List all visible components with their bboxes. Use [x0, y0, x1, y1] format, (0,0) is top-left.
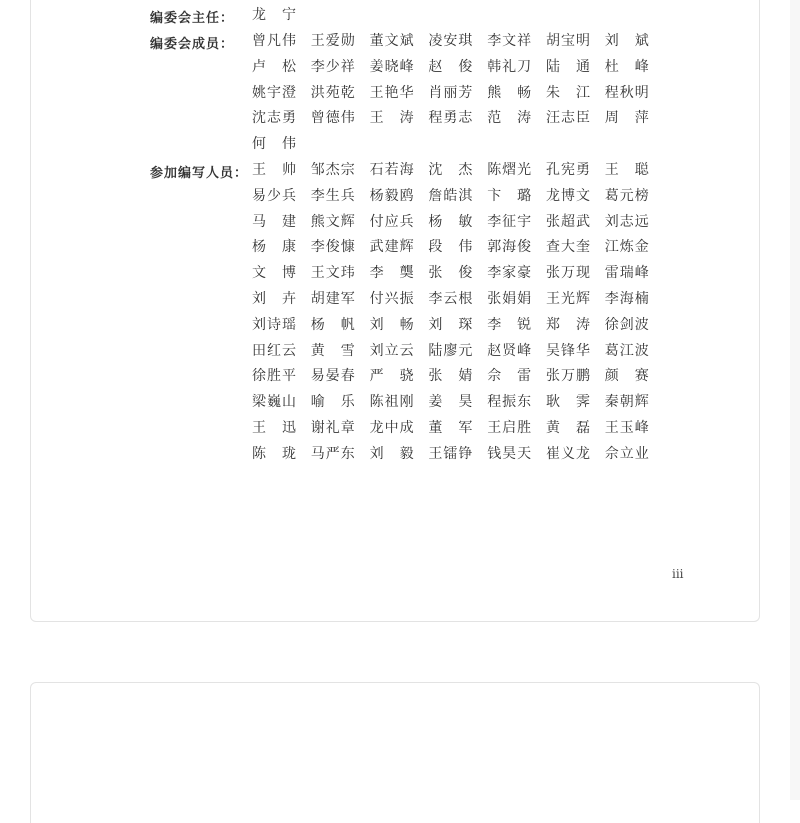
person-name: 李云根 — [428, 290, 473, 307]
person-name: 江炼金 — [604, 239, 649, 256]
person-name: 喻 乐 — [310, 394, 355, 411]
person-name: 李少祥 — [310, 58, 355, 75]
person-name: 熊文辉 — [310, 213, 355, 230]
person-name: 葛江波 — [604, 342, 649, 359]
person-name: 洪苑乾 — [310, 84, 355, 101]
person-name: 王 迅 — [252, 419, 296, 436]
person-name: 徐胜平 — [252, 368, 296, 385]
person-name: 李俊慷 — [310, 239, 355, 256]
person-name: 邹杰宗 — [310, 162, 355, 178]
person-name: 姜 昊 — [428, 394, 473, 411]
person-name: 龙 宁 — [252, 7, 296, 23]
person-name: 陈熠光 — [487, 162, 532, 178]
person-name: 陆廖元 — [428, 342, 473, 359]
person-name: 陈祖刚 — [369, 394, 414, 411]
person-name: 崔义龙 — [545, 445, 590, 462]
person-name: 易晏春 — [310, 368, 355, 385]
person-name: 文 博 — [252, 265, 296, 282]
person-name: 王艳华 — [369, 84, 414, 101]
person-name: 李生兵 — [310, 187, 355, 204]
document-page-next — [30, 682, 760, 823]
person-name: 胡宝明 — [545, 33, 590, 49]
writers-label: 参加编写人员： — [150, 166, 249, 181]
person-name: 李 龑 — [369, 265, 414, 282]
person-name: 梁巍山 — [252, 394, 296, 411]
members-names — [252, 29, 664, 158]
person-name: 查大奎 — [545, 239, 590, 256]
person-name: 王文玮 — [310, 265, 355, 282]
person-name: 范 涛 — [487, 110, 532, 127]
person-name: 颜 赛 — [604, 368, 649, 385]
director-label: 编委会主任： — [150, 11, 235, 26]
person-name: 张娟娟 — [487, 290, 532, 307]
person-name: 黄 雪 — [310, 342, 355, 359]
person-name: 雷瑞峰 — [604, 265, 649, 282]
person-name: 杨毅鸥 — [369, 187, 414, 204]
person-name: 付应兵 — [369, 213, 414, 230]
person-name: 龙博文 — [545, 187, 590, 204]
person-name: 程勇志 — [428, 110, 473, 127]
person-name: 刘 畅 — [369, 316, 414, 333]
person-name: 程振东 — [487, 394, 532, 411]
person-name: 吴锋华 — [545, 342, 590, 359]
person-name: 熊 畅 — [487, 84, 532, 101]
person-name: 胡建军 — [310, 290, 355, 307]
person-name: 陈 珑 — [252, 445, 296, 462]
person-name: 姚宇澄 — [252, 84, 296, 101]
person-name: 卢 松 — [252, 58, 296, 75]
person-name: 詹皓淇 — [428, 187, 473, 204]
person-name: 杨 康 — [252, 239, 296, 256]
person-name: 沈志勇 — [252, 110, 296, 127]
person-name: 付兴振 — [369, 290, 414, 307]
writers-names — [252, 158, 664, 468]
scrollbar-track[interactable] — [790, 0, 800, 800]
person-name: 耿 霁 — [545, 394, 590, 411]
person-name: 韩礼刀 — [487, 58, 532, 75]
person-name: 马 建 — [252, 213, 296, 230]
person-name: 曾德伟 — [310, 110, 355, 127]
person-name: 葛元榜 — [604, 187, 649, 204]
person-name: 黄 磊 — [545, 419, 590, 436]
person-name: 张万现 — [545, 265, 590, 282]
person-name: 段 伟 — [428, 239, 473, 256]
person-name: 周 萍 — [604, 110, 649, 127]
person-name: 赵 俊 — [428, 58, 473, 75]
person-name: 凌安琪 — [428, 33, 473, 49]
person-name: 刘 琛 — [428, 316, 473, 333]
person-name: 王镭铮 — [428, 445, 473, 462]
person-name: 谢礼章 — [310, 419, 355, 436]
person-name: 张超武 — [545, 213, 590, 230]
person-name: 严 骁 — [369, 368, 414, 385]
person-name: 刘立云 — [369, 342, 414, 359]
person-name: 李 锐 — [487, 316, 532, 333]
person-name: 董文斌 — [369, 33, 414, 49]
person-name: 陆 通 — [545, 58, 590, 75]
person-name: 何 伟 — [252, 136, 296, 153]
person-name: 刘 毅 — [369, 445, 414, 462]
person-name: 刘诗瑶 — [252, 316, 296, 333]
person-name: 肖丽芳 — [428, 84, 473, 101]
person-name: 曾凡伟 — [252, 33, 296, 49]
person-name: 卞 璐 — [487, 187, 532, 204]
person-name: 王爱勋 — [310, 33, 355, 49]
person-name: 董 军 — [428, 419, 473, 436]
person-name: 徐剑波 — [604, 316, 649, 333]
person-name: 李文祥 — [487, 33, 532, 49]
person-name: 李征宇 — [487, 213, 532, 230]
person-name: 杨 敏 — [428, 213, 473, 230]
person-name: 郭海俊 — [487, 239, 532, 256]
members-label: 编委会成员： — [150, 37, 235, 52]
person-name: 沈 杰 — [428, 162, 473, 178]
person-name: 朱 江 — [545, 84, 590, 101]
person-name: 孔宪勇 — [545, 162, 590, 178]
person-name: 王光辉 — [545, 290, 590, 307]
person-name: 王 聪 — [604, 162, 649, 178]
person-name: 姜晓峰 — [369, 58, 414, 75]
person-name: 钱昊天 — [487, 445, 532, 462]
person-name: 王玉峰 — [604, 419, 649, 436]
person-name: 佘立业 — [604, 445, 649, 462]
person-name: 田红云 — [252, 342, 296, 359]
person-name: 程秋明 — [604, 84, 649, 101]
person-name: 王 帅 — [252, 162, 296, 178]
page-number: iii — [672, 567, 684, 581]
person-name: 郑 涛 — [545, 316, 590, 333]
person-name: 张万鹏 — [545, 368, 590, 385]
person-name: 李海楠 — [604, 290, 649, 307]
person-name: 刘 斌 — [604, 33, 649, 49]
person-name: 杜 峰 — [604, 58, 649, 75]
person-name: 石若海 — [369, 162, 414, 178]
person-name: 李家豪 — [487, 265, 532, 282]
person-name: 刘 卉 — [252, 290, 296, 307]
person-name: 张 俊 — [428, 265, 473, 282]
person-name: 王启胜 — [487, 419, 532, 436]
person-name: 武建辉 — [369, 239, 414, 256]
person-name: 刘志远 — [604, 213, 649, 230]
person-name: 秦朝辉 — [604, 394, 649, 411]
person-name: 汪志臣 — [545, 110, 590, 127]
person-name: 佘 雷 — [487, 368, 532, 385]
person-name: 龙中成 — [369, 419, 414, 436]
person-name: 马严东 — [310, 445, 355, 462]
person-name: 赵贤峰 — [487, 342, 532, 359]
person-name: 杨 帆 — [310, 316, 355, 333]
person-name: 易少兵 — [252, 187, 296, 204]
person-name: 张 婧 — [428, 368, 473, 385]
person-name: 王 涛 — [369, 110, 414, 127]
director-names — [252, 3, 664, 29]
